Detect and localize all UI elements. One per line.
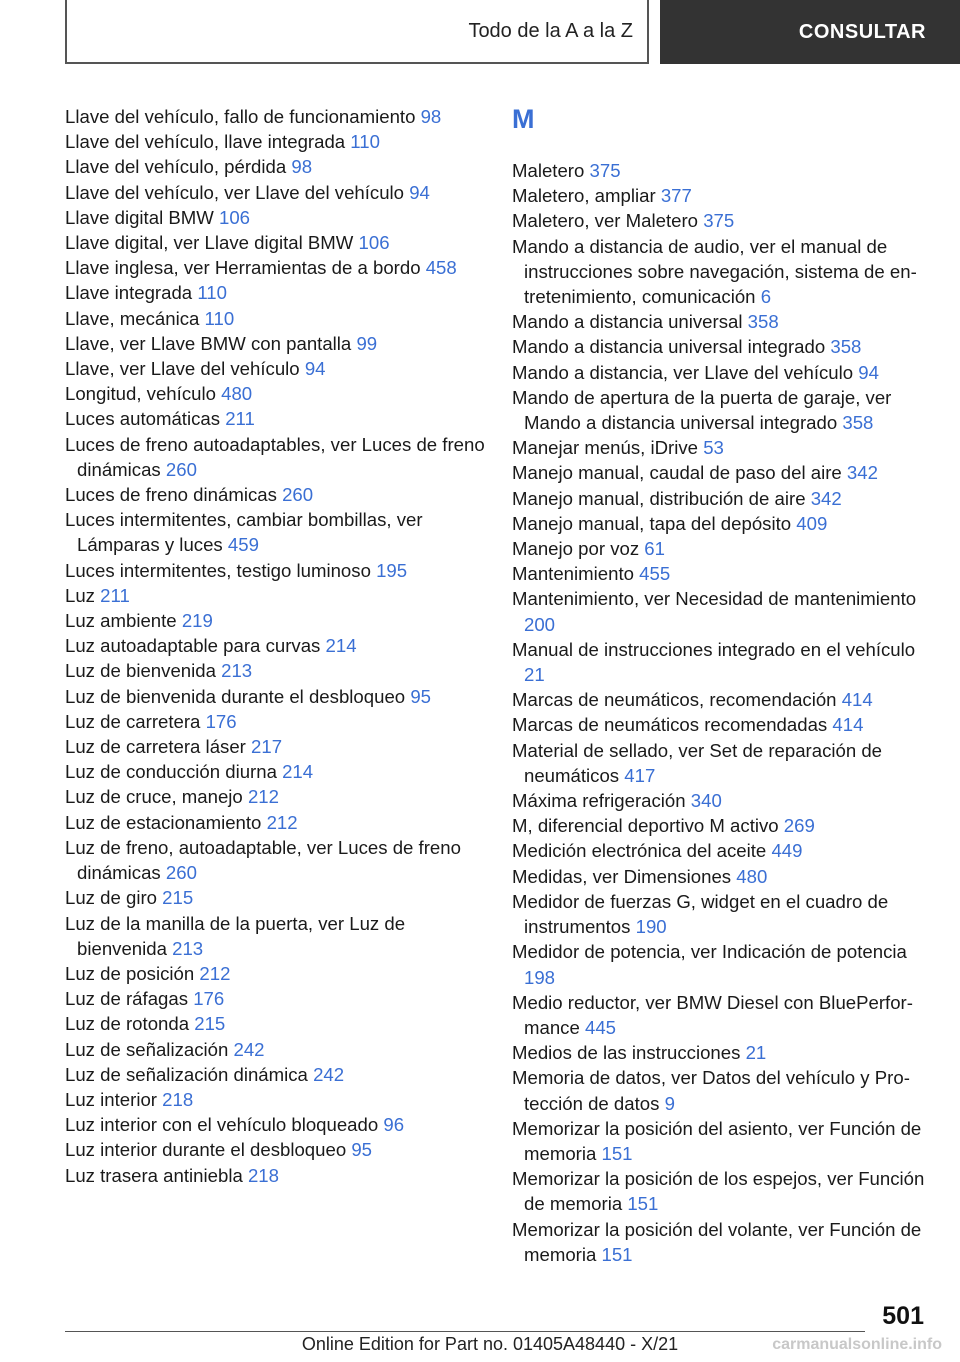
header-section-title: Todo de la A a la Z: [468, 19, 633, 42]
section-letter: M: [512, 104, 535, 134]
page-reference-link[interactable]: 151: [601, 1142, 633, 1164]
index-entry: [512, 586, 932, 636]
index-entry-text: Luz de conducción diurna: [65, 761, 277, 783]
index-entry-text: Manual de instrucciones integrado en el vehículo: [512, 638, 916, 660]
page-reference-link[interactable]: 242: [233, 1038, 265, 1060]
index-entry: [512, 435, 932, 460]
index-entry: [65, 1112, 485, 1137]
page-reference-link[interactable]: 375: [589, 160, 621, 181]
page-reference-link[interactable]: 106: [358, 232, 390, 254]
page-reference-link[interactable]: 414: [832, 714, 864, 736]
page-reference-link[interactable]: 95: [410, 685, 431, 707]
page-reference-link[interactable]: 217: [251, 736, 283, 758]
index-entry-text: Luces de freno dinámicas: [65, 484, 277, 506]
index-entry-text: Luz de señalización dinámica: [65, 1063, 308, 1085]
index-entry: [512, 712, 932, 737]
index-entry: [65, 255, 485, 280]
footer-edition: Online Edition for Part no. 01405A48440 - X/21: [301, 1334, 679, 1354]
index-entry-text: Llave, ver Llave del vehículo: [65, 358, 300, 380]
index-entry-text: Llave, ver Llave BMW con pantalla: [65, 332, 352, 354]
index-entry: [65, 280, 485, 305]
index-entry: [65, 633, 485, 658]
page-reference-link[interactable]: 480: [736, 865, 768, 887]
page-reference-link[interactable]: 212: [266, 811, 298, 833]
page-reference-link[interactable]: 211: [100, 584, 130, 606]
index-entry: [512, 158, 932, 183]
page-reference-link[interactable]: 94: [304, 358, 326, 380]
page-reference-link[interactable]: 9: [664, 1092, 675, 1114]
index-entry-text: Llave del vehículo, fallo de funcionamiento: [65, 106, 416, 127]
footer-divider: [65, 1331, 865, 1332]
page-reference-link[interactable]: 459: [227, 534, 259, 556]
index-entry-text: Llave, mecánica: [65, 307, 200, 329]
index-entry: [512, 208, 932, 233]
index-entry-text: Luz de estacionamiento: [65, 811, 262, 833]
page-reference-link[interactable]: 260: [282, 484, 314, 506]
index-entry: [65, 961, 485, 986]
index-entry: [512, 536, 932, 561]
page-reference-link[interactable]: 61: [644, 538, 665, 560]
index-entry: [65, 734, 485, 759]
index-column-left: [65, 104, 485, 1188]
index-entry-text: Medio reductor, ver BMW Diesel con BluePerformance: [512, 991, 913, 1038]
page-reference-link[interactable]: 98: [420, 106, 442, 127]
index-entry: [65, 608, 485, 633]
index-entry-text: Luz autoadaptable para curvas: [65, 635, 321, 657]
index-entry-text: Manejo manual, tapa del depósito: [512, 512, 792, 534]
page-reference-link[interactable]: 211: [225, 408, 255, 430]
index-entry: [65, 482, 485, 507]
index-entry-text: Memorizar la posición de los espejos, ver Función de memoria: [512, 1168, 925, 1215]
page-reference-link[interactable]: 110: [204, 307, 235, 329]
page-reference-link[interactable]: 110: [197, 282, 227, 304]
index-entry: [512, 637, 932, 687]
index-entry: [65, 205, 485, 230]
index-entry: [65, 810, 485, 835]
index-entry-text: Llave integrada: [65, 282, 193, 304]
index-entry-text: Luz de giro: [65, 887, 157, 909]
index-entry: [65, 306, 485, 331]
page-reference-link[interactable]: 409: [796, 512, 828, 534]
page-reference-link[interactable]: 219: [181, 610, 213, 632]
page-reference-link[interactable]: 340: [690, 790, 722, 812]
index-entry: [512, 183, 932, 208]
index-entry: [65, 230, 485, 255]
page-reference-link[interactable]: 242: [313, 1063, 345, 1085]
index-entry: [65, 986, 485, 1011]
index-entry-text: Luz de bienvenida durante el desbloqueo: [65, 685, 406, 707]
index-entry-text: Luz de ráfagas: [65, 988, 189, 1010]
page-reference-link[interactable]: 212: [199, 962, 231, 984]
index-entry-text: Mando a distancia universal integrado: [512, 336, 826, 358]
page-reference-link[interactable]: 99: [356, 332, 378, 354]
page-reference-link[interactable]: 198: [524, 966, 556, 988]
index-entry-text: Manejo manual, caudal de paso del aire: [512, 462, 842, 484]
page-reference-link[interactable]: 214: [325, 635, 357, 657]
page-reference-link[interactable]: 260: [165, 458, 197, 480]
page-reference-link[interactable]: 98: [291, 156, 313, 178]
index-entry-text: Manejo manual, distribución de aire: [512, 487, 806, 509]
page-reference-link[interactable]: 458: [425, 257, 457, 279]
index-entry: [65, 1163, 485, 1188]
index-entry-text: Marcas de neumáticos recomendadas: [512, 714, 828, 736]
index-entry-text: M, diferencial deportivo M activo: [512, 815, 779, 837]
index-entry-text: Manejo por voz: [512, 538, 640, 560]
page-reference-link[interactable]: 215: [194, 1013, 226, 1035]
index-entry-text: Mantenimiento, ver Necesidad de mantenimiento: [512, 588, 917, 610]
index-entry-text: Medidas, ver Dimensiones: [512, 865, 732, 887]
page-reference-link[interactable]: 358: [842, 412, 874, 434]
index-column-right: [512, 104, 932, 1267]
index-entry: [512, 990, 932, 1040]
page-reference-link[interactable]: 455: [639, 563, 671, 585]
page-reference-link[interactable]: 358: [830, 336, 862, 358]
index-entry: [512, 738, 932, 788]
page-reference-link[interactable]: 106: [218, 206, 251, 228]
index-entry-text: Luz interior con el vehículo bloqueado: [65, 1114, 379, 1136]
page-reference-link[interactable]: 215: [162, 887, 194, 909]
header-tab-consultar[interactable]: [660, 0, 960, 64]
index-entry-text: Medidor de potencia, ver Indicación de potencia: [512, 941, 907, 963]
index-entry: [65, 1087, 485, 1112]
index-entry: [512, 788, 932, 813]
index-entry: [65, 835, 485, 885]
index-entry: [512, 309, 932, 334]
page-reference-link[interactable]: 417: [624, 764, 656, 786]
page-reference-link[interactable]: 445: [584, 1016, 617, 1038]
page-reference-link[interactable]: 414: [841, 689, 873, 711]
page-reference-link[interactable]: 21: [524, 664, 545, 686]
index-entry: [512, 511, 932, 536]
page-reference-link[interactable]: 95: [351, 1139, 373, 1161]
index-entry-text: Material de sellado, ver Set de reparación de neumáticos: [512, 739, 883, 786]
index-entry: [512, 486, 932, 511]
index-entry: [65, 684, 485, 709]
page-reference-link[interactable]: 190: [635, 916, 667, 938]
index-entry: [65, 1037, 485, 1062]
index-entry: [512, 813, 932, 838]
index-entry-text: Luces de freno autoadaptables, ver Luces de freno dinámicas: [65, 433, 485, 480]
index-entry-text: Maletero, ver Maletero: [512, 210, 699, 232]
index-entry-text: Longitud, vehículo: [65, 383, 216, 405]
index-entry-text: Luces intermitentes, cambiar bombillas, ver Lámparas y luces: [65, 509, 423, 556]
page-reference-link[interactable]: 6: [760, 286, 772, 308]
index-entry-text: Luz de posición: [65, 962, 195, 984]
page-reference-link[interactable]: 151: [627, 1193, 659, 1215]
watermark-logo: carmanualsonline.info: [772, 1336, 942, 1353]
index-entry: [512, 838, 932, 863]
index-entry-text: Llave del vehículo, ver Llave del vehículo: [65, 181, 405, 203]
page-reference-link[interactable]: 53: [703, 437, 724, 459]
index-entry: [65, 784, 485, 809]
index-entry: [512, 1116, 932, 1166]
index-entry-text: Luz trasera antiniebla: [65, 1164, 243, 1186]
page-reference-link[interactable]: 342: [810, 487, 842, 509]
page-reference-link[interactable]: 176: [205, 710, 237, 732]
index-entry-text: Luz ambiente: [65, 610, 177, 632]
page-reference-link[interactable]: 260: [165, 862, 197, 884]
index-entry-text: Luz de rotonda: [65, 1013, 190, 1035]
page-reference-link[interactable]: 218: [247, 1164, 279, 1186]
page-reference-link[interactable]: 214: [282, 761, 314, 783]
index-entry-text: Luz de carretera láser: [65, 736, 246, 758]
index-entry: [512, 1217, 932, 1267]
index-entry-text: Luz de cruce, manejo: [65, 786, 243, 808]
page-reference-link[interactable]: 96: [383, 1114, 405, 1136]
index-entry-text: Mando a distancia, ver Llave del vehículo: [512, 361, 854, 383]
index-entry: [65, 180, 485, 205]
index-entry: [512, 360, 932, 385]
page-reference-link[interactable]: 218: [162, 1088, 194, 1110]
page-reference-link[interactable]: 94: [858, 361, 879, 383]
index-entry: [512, 1065, 932, 1115]
page-reference-link[interactable]: 21: [745, 1042, 767, 1064]
index-entry-text: Llave digital, ver Llave digital BMW: [65, 232, 354, 254]
index-entry-text: Medición electrónica del aceite: [512, 840, 767, 862]
index-entry-text: Luces automáticas: [65, 408, 221, 430]
page-number: 501: [882, 1302, 924, 1330]
index-entry-text: Mando a distancia de audio, ver el manual de instrucciones sobre navegación, sistema de entretenimiento, comunicación: [512, 235, 917, 308]
index-entry-text: Llave del vehículo, pérdida: [65, 156, 287, 178]
index-entry: [65, 759, 485, 784]
page-reference-link[interactable]: 110: [350, 131, 380, 153]
index-entry-text: Luz de señalización: [65, 1038, 229, 1060]
index-entry: [65, 885, 485, 910]
page-reference-link[interactable]: 212: [247, 786, 279, 808]
page-reference-link[interactable]: 200: [524, 613, 556, 635]
index-entry: [512, 460, 932, 485]
index-entries-right: [512, 158, 932, 1267]
index-entry-text: Medios de las instrucciones: [512, 1042, 741, 1064]
index-entry-text: Luz de carretera: [65, 710, 201, 732]
page-reference-link[interactable]: 342: [846, 462, 878, 484]
index-entry-text: Luz de freno, autoadaptable, ver Luces de freno dinámicas: [65, 836, 461, 884]
page-reference-link[interactable]: 195: [376, 559, 408, 581]
index-entry: [65, 507, 485, 557]
index-entry: [512, 334, 932, 359]
index-entry: [65, 709, 485, 734]
index-entry: [65, 1011, 485, 1036]
page-reference-link[interactable]: 213: [172, 937, 204, 959]
index-entry-text: Llave del vehículo, llave integrada: [65, 131, 346, 153]
index-entry-text: Medidor de fuerzas G, widget en el cuadro de instrumentos: [512, 890, 889, 938]
index-entry: [65, 104, 485, 129]
header-section-title-box: [65, 0, 649, 64]
index-entry-text: Llave inglesa, ver Herramientas de a bordo: [65, 257, 421, 279]
index-entry-text: Memoria de datos, ver Datos del vehículo y Protección de datos: [512, 1067, 910, 1114]
index-entry-text: Mantenimiento: [512, 563, 634, 585]
index-entry-text: Luz: [65, 584, 95, 606]
index-entry-text: Luz de bienvenida: [65, 660, 216, 682]
page-reference-link[interactable]: 480: [221, 383, 253, 405]
page-reference-link[interactable]: 375: [703, 210, 735, 232]
index-entry: [65, 1137, 485, 1162]
page-reference-link[interactable]: 176: [193, 988, 225, 1010]
page-reference-link[interactable]: 269: [783, 815, 815, 837]
index-entry: [65, 129, 485, 154]
index-entry: [512, 1166, 932, 1216]
index-entry: [65, 331, 485, 356]
index-entry-text: Memorizar la posición del volante, ver Función de memoria: [512, 1218, 922, 1265]
index-entry: [65, 1062, 485, 1087]
page-reference-link[interactable]: 358: [747, 311, 779, 333]
index-entry: [65, 356, 485, 381]
header-tab-label: CONSULTAR: [798, 20, 926, 43]
index-entry-text: Mando de apertura de la puerta de garaje, ver Mando a distancia universal integrado: [512, 386, 892, 434]
index-entry: [65, 658, 485, 683]
index-entry: [65, 381, 485, 406]
page-reference-link[interactable]: 449: [771, 840, 803, 862]
index-entry-text: Manejar menús, iDrive: [512, 437, 699, 459]
index-entry: [65, 558, 485, 583]
page-reference-link[interactable]: 151: [601, 1243, 633, 1265]
page-reference-link[interactable]: 377: [660, 185, 692, 207]
index-entry-text: Mando a distancia universal: [512, 311, 743, 333]
index-entry: [512, 385, 932, 435]
page-reference-link[interactable]: 213: [221, 660, 253, 682]
index-entry-text: Marcas de neumáticos, recomendación: [512, 689, 837, 711]
index-entry-text: Memorizar la posición del asiento, ver Función de memoria: [512, 1117, 922, 1164]
index-entry-text: Luz interior durante el desbloqueo: [65, 1139, 347, 1161]
index-entry: [512, 687, 932, 712]
page-reference-link[interactable]: 94: [409, 181, 430, 203]
index-entry-text: Luz de la manilla de la puerta, ver Luz de bienvenida: [65, 912, 406, 959]
index-entry-text: Máxima refrigeración: [512, 790, 686, 812]
index-entry: [65, 911, 485, 961]
index-entry: [65, 406, 485, 431]
index-entry: [512, 864, 932, 889]
index-entry-text: Maletero, ampliar: [512, 185, 656, 207]
index-entry: [512, 561, 932, 586]
index-entry-text: Llave digital BMW: [65, 206, 214, 228]
index-entry: [512, 889, 932, 939]
index-entry: [65, 432, 485, 482]
index-entry: [512, 234, 932, 310]
index-entry: [65, 583, 485, 608]
index-entry-text: Luz interior: [65, 1088, 157, 1110]
index-entry-text: Luces intermitentes, testigo luminoso: [65, 559, 371, 581]
index-entry-text: Maletero: [512, 160, 585, 181]
index-entry: [65, 154, 485, 179]
index-entry: [512, 939, 932, 989]
index-entry: [512, 1040, 932, 1065]
